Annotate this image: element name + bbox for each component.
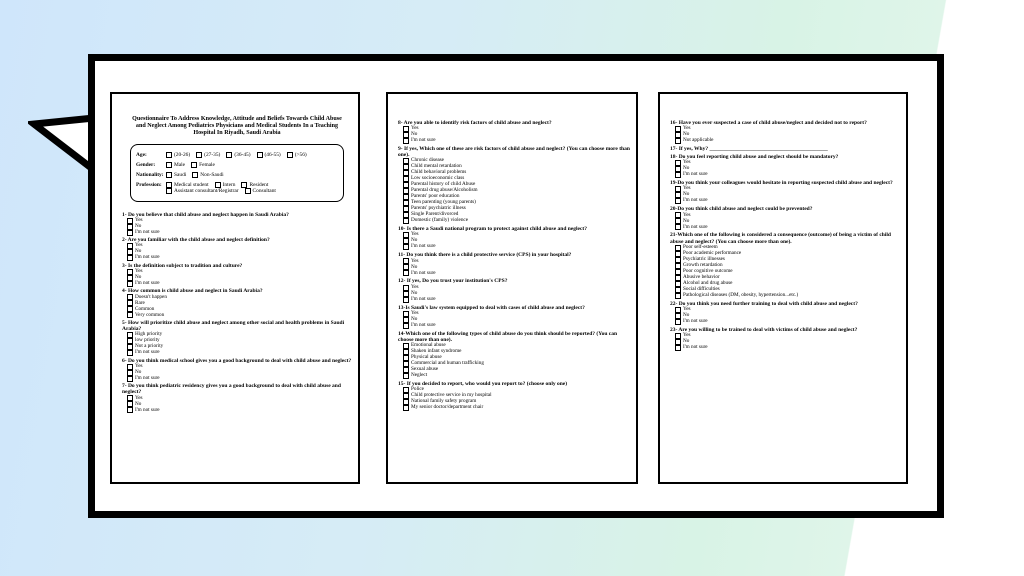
- answer-label: Social difficulties: [683, 285, 720, 292]
- question-options: [670, 160, 900, 178]
- demographic-option[interactable]: [245, 188, 276, 194]
- question-text: 6- Do you think medical school gives you a good background to deal with child abuse and neglect?: [122, 357, 352, 364]
- option-label: (27-35): [204, 151, 221, 158]
- question-options: [398, 158, 630, 224]
- option-label: (36-45): [234, 151, 251, 158]
- question: [398, 305, 630, 329]
- answer-label: I'm not sure: [411, 243, 436, 250]
- checkbox[interactable]: [257, 152, 263, 158]
- answer-label: Police: [411, 385, 424, 392]
- option-label: Resident: [249, 181, 269, 188]
- answer-label: Yes: [411, 257, 419, 264]
- question-text: 9- If yes, Which one of these are risk factors of child abuse and neglect? (You can choose more than one).: [398, 146, 630, 159]
- checkbox[interactable]: [675, 319, 681, 325]
- answer-option[interactable]: [675, 293, 900, 299]
- question-options: [122, 269, 352, 287]
- checkbox[interactable]: [245, 188, 251, 194]
- option-label: Male: [174, 161, 186, 168]
- demographic-option[interactable]: [196, 152, 220, 158]
- answer-label: Common: [135, 305, 155, 312]
- answer-option[interactable]: [403, 138, 630, 144]
- answer-label: I'm not sure: [135, 279, 160, 286]
- answer-option[interactable]: [127, 281, 352, 287]
- option-label: Assistant consultant/Registrar: [174, 187, 239, 194]
- demographics-box: [130, 144, 344, 202]
- demographic-option[interactable]: [166, 152, 190, 158]
- demographic-option[interactable]: [257, 152, 281, 158]
- question-text: 20-Do you think child abuse and neglect could be prevented?: [670, 206, 813, 213]
- answer-option[interactable]: [675, 319, 900, 325]
- answer-label: Not a priority: [135, 343, 164, 350]
- checkbox[interactable]: [166, 188, 172, 194]
- answer-label: Yes: [411, 283, 419, 290]
- checkbox[interactable]: [403, 218, 409, 224]
- demographic-option[interactable]: [166, 188, 239, 194]
- question-options: [670, 245, 900, 299]
- question: [122, 288, 352, 318]
- answer-label: No: [411, 263, 418, 270]
- checkbox[interactable]: [127, 281, 133, 287]
- checkbox[interactable]: [403, 373, 409, 379]
- option-label: (20-26): [174, 151, 191, 158]
- answer-label: I'm not sure: [683, 171, 708, 178]
- answer-label: I'm not sure: [135, 374, 160, 381]
- answer-label: Emotional abuse: [411, 341, 446, 348]
- answer-label: Alcohol and drug abuse: [683, 279, 733, 286]
- answer-label: I'm not sure: [411, 295, 436, 302]
- question-text: 4- How common is child abuse and neglect in Saudi Arabia?: [122, 288, 263, 295]
- answer-label: I'm not sure: [135, 349, 160, 356]
- demographic-label: Gender:: [136, 161, 156, 168]
- answer-label: Rare: [135, 299, 145, 306]
- answer-label: No: [683, 311, 690, 318]
- answer-label: Commercial and human trafficking: [411, 359, 484, 366]
- demographic-options: [166, 162, 338, 168]
- answer-label: Shaken infant syndrome: [411, 347, 462, 354]
- answer-option[interactable]: [403, 218, 630, 224]
- demographic-label: Profession:: [136, 181, 162, 188]
- question-text: 12- If yes, Do you trust your institution's CPS?: [398, 278, 508, 285]
- answer-option[interactable]: [403, 373, 630, 379]
- answer-label: I'm not sure: [411, 137, 436, 144]
- checkbox[interactable]: [675, 345, 681, 351]
- question: [122, 320, 352, 356]
- answer-label: Yes: [683, 211, 691, 218]
- answer-option[interactable]: [675, 224, 900, 230]
- question: [670, 146, 900, 152]
- answer-option[interactable]: [127, 312, 352, 318]
- question: [670, 120, 900, 144]
- option-label: (46-55): [264, 151, 281, 158]
- question-text: 13-Is Saudi's law system equipped to deal with cases of child abuse and neglect?: [398, 304, 585, 311]
- answer-label: I'm not sure: [135, 254, 160, 261]
- questionnaire-title: Questionnaire To Address Knowledge, Attitude and Beliefs Towards Child Abuse and Neglect Among Pediatrics Physicians and Medical Students In a Teaching Hospital In Riyadh, Saudi Arabia: [132, 116, 342, 137]
- question: [670, 327, 900, 351]
- checkbox[interactable]: [166, 162, 172, 168]
- question-options: [122, 243, 352, 261]
- question-text: 10- Is there a Saudi national program to protect against child abuse and neglect?: [398, 226, 587, 233]
- page-2-border: [386, 92, 638, 484]
- answer-label: Parental history of child Abuse: [411, 181, 476, 188]
- demographic-row: [136, 172, 338, 178]
- answer-label: No: [135, 222, 142, 229]
- answer-label: Yes: [683, 159, 691, 166]
- question: [122, 263, 352, 287]
- answer-label: Yes: [135, 242, 143, 249]
- answer-label: Single Parent/divorced: [411, 211, 459, 218]
- answer-option[interactable]: [127, 350, 352, 356]
- answer-label: Yes: [135, 267, 143, 274]
- question-text: 8- Are you able to identify risk factors of child abuse and neglect?: [398, 120, 552, 126]
- checkbox[interactable]: [403, 244, 409, 250]
- question: [398, 381, 630, 411]
- question-options: [122, 395, 352, 413]
- answer-label: High priority: [135, 331, 163, 338]
- answer-label: Parents' poor education: [411, 193, 460, 200]
- answer-label: Yes: [135, 394, 143, 401]
- demographic-options: [166, 182, 338, 194]
- checkbox[interactable]: [403, 323, 409, 329]
- answer-label: Physical abuse: [411, 353, 442, 360]
- question-options: [122, 218, 352, 236]
- answer-label: Yes: [135, 362, 143, 369]
- answer-label: Yes: [683, 185, 691, 192]
- demographic-options: [166, 172, 338, 178]
- demographic-option[interactable]: [226, 152, 250, 158]
- question-options: [670, 186, 900, 204]
- demographic-option[interactable]: [166, 172, 186, 178]
- answer-label: Yes: [683, 331, 691, 338]
- answer-label: Child behavioral problems: [411, 169, 467, 176]
- option-label: Non-Saudi: [200, 171, 224, 178]
- question-options: [670, 307, 900, 325]
- question-options: [398, 311, 630, 329]
- questionnaire-page-3: [648, 82, 918, 494]
- demographic-row: [136, 162, 338, 168]
- question: [398, 146, 630, 224]
- demographic-label: Nationality:: [136, 171, 164, 178]
- question: [670, 232, 900, 298]
- question-text: 23- Are you willing to be trained to deal with victims of child abuse and neglect?: [670, 326, 858, 333]
- answer-label: Yes: [411, 231, 419, 238]
- answer-label: Poor academic performance: [683, 249, 742, 256]
- answer-option[interactable]: [675, 138, 900, 144]
- answer-label: No: [683, 337, 690, 344]
- answer-label: I'm not sure: [683, 343, 708, 350]
- demographic-row: [136, 152, 338, 158]
- demographic-option[interactable]: [191, 162, 215, 168]
- checkbox[interactable]: [192, 172, 198, 178]
- answer-option[interactable]: [127, 230, 352, 236]
- question: [398, 120, 630, 144]
- answer-label: Yes: [411, 309, 419, 316]
- question-options: [398, 258, 630, 276]
- page-1-questions: [122, 212, 352, 414]
- checkbox[interactable]: [127, 350, 133, 356]
- question-text: 19-Do you think your colleagues would hesitate in reporting suspected child abuse and neglect?: [670, 180, 893, 187]
- checkbox[interactable]: [287, 152, 293, 158]
- checkbox[interactable]: [403, 405, 409, 411]
- checkbox[interactable]: [196, 152, 202, 158]
- answer-label: Abusive behavior: [683, 273, 720, 280]
- answer-label: Yes: [683, 305, 691, 312]
- answer-option[interactable]: [675, 198, 900, 204]
- answer-label: National family safety program: [411, 397, 477, 404]
- answer-option[interactable]: [127, 407, 352, 413]
- demographic-row: [136, 182, 338, 194]
- question-text: 21-Which one of the following is considered a consequence (outcome) of being a victim of child abuse and neglect? (You can choose more than one).: [670, 232, 891, 245]
- answer-label: Yes: [683, 125, 691, 132]
- answer-option[interactable]: [403, 270, 630, 276]
- question-options: [122, 332, 352, 356]
- question: [398, 226, 630, 250]
- checkbox[interactable]: [166, 152, 172, 158]
- answer-option[interactable]: [403, 244, 630, 250]
- answer-label: Low socioeconomic class: [411, 175, 465, 182]
- page-1-border: [110, 92, 360, 484]
- checkbox[interactable]: [191, 162, 197, 168]
- question: [122, 358, 352, 382]
- answer-label: Psychiatric illnesses: [683, 255, 725, 262]
- answer-label: Child mental retardation: [411, 163, 462, 170]
- checkbox[interactable]: [166, 172, 172, 178]
- question-text: 16- Have you ever suspected a case of child abuse/neglect and decided not to report?: [670, 120, 867, 126]
- question: [122, 237, 352, 261]
- answer-option[interactable]: [675, 172, 900, 178]
- answer-label: low priority: [135, 337, 160, 344]
- demographic-option[interactable]: [166, 162, 185, 168]
- checkbox[interactable]: [127, 376, 133, 382]
- demographic-label: Age:: [136, 151, 147, 158]
- question-options: [122, 294, 352, 318]
- question-options: [398, 387, 630, 411]
- answer-label: Yes: [411, 125, 419, 132]
- answer-label: My senior doctor/department chair: [411, 403, 484, 410]
- answer-label: Neglect: [411, 371, 428, 378]
- checkbox[interactable]: [127, 255, 133, 261]
- answer-label: No: [411, 131, 418, 138]
- question: [670, 180, 900, 204]
- question-text: 22- Do you think you need further training to deal with child abuse and neglect?: [670, 300, 858, 307]
- question-text: 15- If you decided to report, who would you report to? (choose only one): [398, 380, 568, 387]
- question: [398, 331, 630, 379]
- demographic-option[interactable]: [192, 172, 223, 178]
- answer-label: No: [683, 191, 690, 198]
- checkbox[interactable]: [675, 172, 681, 178]
- checkbox[interactable]: [675, 138, 681, 144]
- answer-label: No: [135, 368, 142, 375]
- demographic-options: [166, 152, 338, 158]
- question-options: [398, 343, 630, 379]
- checkbox[interactable]: [403, 270, 409, 276]
- answer-label: No: [135, 400, 142, 407]
- answer-label: Child protective service in my hospital: [411, 391, 492, 398]
- answer-option[interactable]: [403, 405, 630, 411]
- question: [670, 206, 900, 230]
- question-text: 3- Is the definition subject to tradition and culture?: [122, 262, 243, 269]
- question-options: [398, 232, 630, 250]
- checkbox[interactable]: [675, 293, 681, 299]
- answer-label: I'm not sure: [411, 269, 436, 276]
- answer-label: No: [135, 248, 142, 255]
- checkbox[interactable]: [403, 138, 409, 144]
- question-text: 11- Do you think there is a child protective service (CPS) in your hospital?: [398, 252, 572, 259]
- answer-label: I'm not sure: [135, 406, 160, 413]
- answer-label: No: [411, 289, 418, 296]
- question-options: [670, 333, 900, 351]
- answer-label: Growth retardation: [683, 261, 723, 268]
- checkbox[interactable]: [127, 407, 133, 413]
- question-text: 18- Do you feel reporting child abuse and neglect should be mandatory?: [670, 154, 839, 161]
- answer-label: Not applicable: [683, 137, 714, 144]
- question: [398, 278, 630, 302]
- checkbox[interactable]: [675, 224, 681, 230]
- option-label: (>56): [294, 151, 307, 158]
- option-label: Intern: [222, 181, 236, 188]
- question: [398, 252, 630, 276]
- answer-option[interactable]: [675, 345, 900, 351]
- answer-label: No: [135, 273, 142, 280]
- question: [122, 212, 352, 236]
- answer-label: I'm not sure: [411, 321, 436, 328]
- answer-label: Poor self-esteem: [683, 243, 718, 250]
- questionnaire-page-2: [376, 82, 648, 494]
- question-options: [122, 364, 352, 382]
- answer-label: Sexual abuse: [411, 365, 439, 372]
- option-label: Consultant: [252, 187, 276, 194]
- answer-label: Teen parenting (young parents): [411, 199, 476, 206]
- demographic-option[interactable]: [287, 152, 307, 158]
- question-options: [670, 212, 900, 230]
- checkbox[interactable]: [127, 312, 133, 318]
- question-options: [398, 126, 630, 144]
- answer-label: Chronic disease: [411, 157, 444, 164]
- page-2-questions: [398, 120, 630, 411]
- answer-label: I'm not sure: [135, 228, 160, 235]
- question: [670, 301, 900, 325]
- answer-label: Poor cognitive outcome: [683, 267, 733, 274]
- question-text: 2- Are you familiar with the child abuse and neglect definition?: [122, 237, 270, 244]
- page-3-questions: [670, 120, 900, 351]
- answer-label: Very common: [135, 311, 165, 318]
- answer-option[interactable]: [127, 255, 352, 261]
- question-text: 5- How will prioritize child abuse and neglect among other social and health problems in Saudi Arabia?: [122, 319, 345, 333]
- option-label: Medical student: [174, 181, 209, 188]
- answer-label: No: [411, 237, 418, 244]
- answer-label: No: [683, 131, 690, 138]
- checkbox[interactable]: [675, 198, 681, 204]
- answer-label: Pathological diseases (DM, obesity, hypertension...etc.): [683, 291, 799, 298]
- question: [670, 154, 900, 178]
- answer-label: I'm not sure: [683, 317, 708, 324]
- question-text: 7- Do you think pediatric residency gives you a good background to deal with child abuse and neglect?: [122, 383, 341, 396]
- answer-label: Domestic (family) violence: [411, 217, 469, 224]
- question-text: 14-Which one of the following types of child abuse do you think should be reported? (You can choose more than one).: [398, 330, 618, 343]
- answer-option[interactable]: [403, 323, 630, 329]
- answer-label: I'm not sure: [683, 223, 708, 230]
- answer-label: No: [683, 165, 690, 172]
- answer-option[interactable]: [403, 297, 630, 303]
- answer-label: Parents' psychiatric illness: [411, 205, 466, 212]
- answer-label: No: [411, 315, 418, 322]
- answer-label: Parental drug abuse/Alcoholism: [411, 187, 478, 194]
- option-label: Saudi: [174, 171, 187, 178]
- question-text: 17- If yes, Why? ___________________________________________: [670, 146, 828, 153]
- question-options: [398, 285, 630, 303]
- checkbox[interactable]: [403, 297, 409, 303]
- questionnaire-page-1: [100, 82, 370, 494]
- answer-label: I'm not sure: [683, 197, 708, 204]
- question-options: [670, 126, 900, 144]
- answer-label: No: [683, 217, 690, 224]
- page-3-border: [658, 92, 908, 484]
- answer-label: Yes: [135, 216, 143, 223]
- option-label: Female: [199, 161, 215, 168]
- answer-label: Doesn't happen: [135, 293, 167, 300]
- checkbox[interactable]: [127, 230, 133, 236]
- question: [122, 383, 352, 413]
- question-text: 1- Do you believe that child abuse and neglect happen in Saudi Arabia?: [122, 211, 289, 218]
- answer-option[interactable]: [127, 376, 352, 382]
- checkbox[interactable]: [226, 152, 232, 158]
